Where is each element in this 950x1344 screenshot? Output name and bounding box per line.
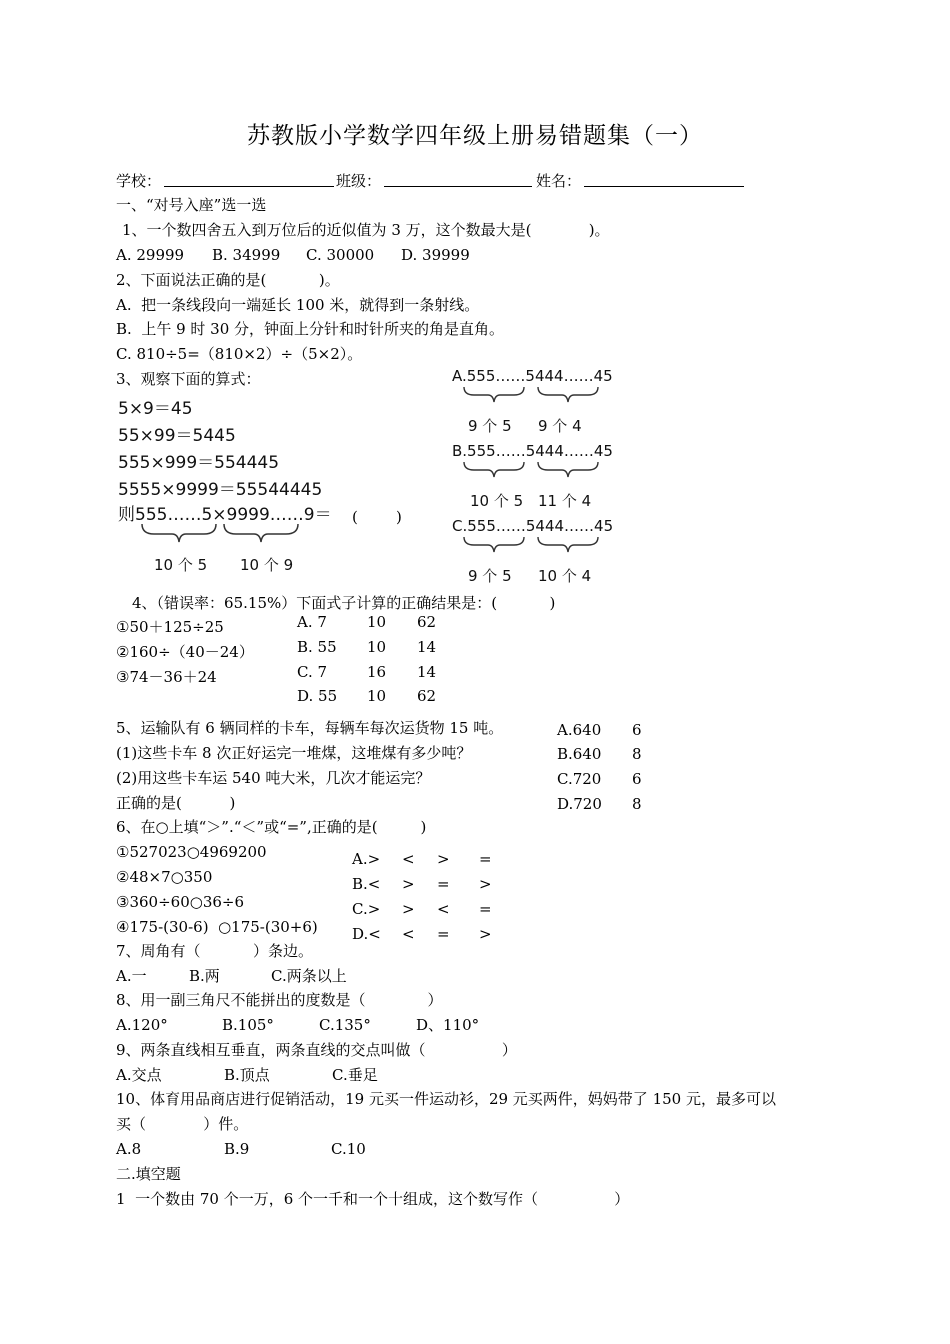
school-label: 学校： <box>116 172 162 190</box>
q7-text: 7、周角有（ ）条边。 <box>116 942 313 960</box>
q9-option-a: A.交点 <box>116 1066 162 1084</box>
q6-item-3: ③360÷60○36÷6 <box>116 893 245 911</box>
q6-opt-a-4: = <box>479 850 492 868</box>
q4-opt-c-3: 14 <box>417 663 437 681</box>
q6-opt-a-1: A.> <box>352 850 381 868</box>
q4-opt-b-3: 14 <box>417 638 437 656</box>
q4-text: 4、（错误率：65.15%）下面式子计算的正确结果是：( ) <box>132 594 556 612</box>
q3-option-b-b2: 11 个 4 <box>538 492 592 510</box>
q7-option-a: A.一 <box>116 967 147 985</box>
brace-a2-icon <box>536 385 602 405</box>
q5-opt-a-1: A.640 <box>557 721 602 739</box>
q10-text-line1: 10、体育用品商店进行促销活动，19 元买一件运动衫，29 元买两件，妈妈带了 150 元，最多可以 <box>116 1090 776 1108</box>
q4-item-2: ②160÷（40－24） <box>116 643 254 661</box>
q5-opt-b-1: B.640 <box>557 745 602 763</box>
q6-opt-a-2: < <box>402 850 415 868</box>
q3-option-a-b1: 9 个 5 <box>468 417 512 435</box>
q3-line-2: 55×99＝5445 <box>118 426 236 446</box>
q4-opt-a-2: 10 <box>367 613 387 631</box>
q6-opt-d-3: = <box>437 925 450 943</box>
q6-opt-d-2: < <box>402 925 415 943</box>
q6-opt-a-3: > <box>437 850 450 868</box>
q1-option-c: C. 30000 <box>306 246 375 264</box>
q10-option-b: B.9 <box>224 1140 250 1158</box>
brace-b1-icon <box>462 460 528 480</box>
q8-option-d: D、110° <box>416 1016 480 1034</box>
q4-item-1: ①50＋125÷25 <box>116 618 224 636</box>
q3-brace-left-1-label: 10 个 5 <box>154 556 208 574</box>
q3-text: 3、观察下面的算式： <box>116 370 261 388</box>
q3-answer-blank[interactable]: ( ) <box>352 508 402 526</box>
q8-text: 8、用一副三角尺不能拼出的度数是（ ） <box>116 991 443 1009</box>
q2-option-b: B. 上午 9 时 30 分，钟面上分针和时针所夹的角是直角。 <box>116 320 505 338</box>
q3-option-b-expr: B.555……5444……45 <box>452 442 613 460</box>
q10-option-a: A.8 <box>116 1140 142 1158</box>
q9-text: 9、两条直线相互垂直，两条直线的交点叫做（ ） <box>116 1041 517 1059</box>
q6-item-4: ④175-(30-6) ○175-(30+6) <box>116 918 318 936</box>
name-label: 姓名： <box>536 172 582 190</box>
q5-sub1: (1)这些卡车 8 次正好运完一堆煤，这堆煤有多少吨？ <box>116 744 472 762</box>
q3-option-c-expr: C.555……5444……45 <box>452 517 614 535</box>
q3-brace-left-2-label: 10 个 9 <box>240 556 294 574</box>
q6-opt-c-4: = <box>479 900 492 918</box>
q6-opt-b-3: = <box>437 875 450 893</box>
q8-option-c: C.135° <box>319 1016 371 1034</box>
section1-heading: 一、“对号入座”选一选 <box>116 196 267 214</box>
q6-opt-c-1: C.> <box>352 900 381 918</box>
name-field[interactable] <box>584 186 744 187</box>
q3-option-a-expr: A.555……5444……45 <box>452 367 613 385</box>
q4-opt-d-2: 10 <box>367 687 387 705</box>
q10-text-line2: 买（ ）件。 <box>116 1115 249 1133</box>
q7-option-c: C.两条以上 <box>271 967 347 985</box>
q1-option-b: B. 34999 <box>212 246 281 264</box>
q4-opt-b-1: B. 55 <box>297 638 337 656</box>
class-field[interactable] <box>384 186 532 187</box>
q5-opt-c-1: C.720 <box>557 770 602 788</box>
q1-option-d: D. 39999 <box>401 246 470 264</box>
q6-opt-c-3: < <box>437 900 450 918</box>
q2-option-c: C. 810÷5=（810×2）÷（5×2）。 <box>116 345 363 363</box>
q6-item-1: ①527023○4969200 <box>116 843 267 861</box>
q9-option-b: B.顶点 <box>224 1066 270 1084</box>
q5-answer: 正确的是( ) <box>116 794 236 812</box>
q3-option-c-b2: 10 个 4 <box>538 567 592 585</box>
q3-option-b-b1: 10 个 5 <box>470 492 524 510</box>
q3-option-a-b2: 9 个 4 <box>538 417 582 435</box>
q4-opt-a-3: 62 <box>417 613 437 631</box>
brace-b2-icon <box>536 460 602 480</box>
q5-text: 5、运输队有 6 辆同样的卡车，每辆车每次运货物 15 吨。 <box>116 719 504 737</box>
q7-option-b: B.两 <box>189 967 220 985</box>
brace-left-1-icon <box>140 522 220 546</box>
q3-ze-expr: 555……5×9999……9＝ <box>135 505 332 525</box>
q4-opt-d-1: D. 55 <box>297 687 338 705</box>
q6-opt-b-4: > <box>479 875 492 893</box>
q4-opt-b-2: 10 <box>367 638 387 656</box>
q6-opt-d-4: > <box>479 925 492 943</box>
q3-line-1: 5×9＝45 <box>118 399 193 419</box>
brace-a1-icon <box>462 385 528 405</box>
q4-opt-c-1: C. 7 <box>297 663 328 681</box>
q5-opt-d-1: D.720 <box>557 795 602 813</box>
q8-option-a: A.120° <box>116 1016 168 1034</box>
section2-q1: 1 一个数由 70 个一万，6 个一千和一个十组成，这个数写作（ ） <box>116 1190 630 1208</box>
q4-opt-c-2: 16 <box>367 663 387 681</box>
brace-c1-icon <box>462 535 528 555</box>
q5-opt-c-2: 6 <box>632 770 642 788</box>
page-title: 苏教版小学数学四年级上册易错题集（一） <box>247 123 703 149</box>
q1-option-a: A. 29999 <box>116 246 185 264</box>
q2-text: 2、下面说法正确的是( )。 <box>116 271 340 289</box>
q4-item-3: ③74－36＋24 <box>116 668 217 686</box>
q5-opt-d-2: 8 <box>632 795 642 813</box>
q10-option-c: C.10 <box>331 1140 366 1158</box>
q6-item-2: ②48×7○350 <box>116 868 213 886</box>
brace-left-2-icon <box>222 522 302 546</box>
q2-option-a: A. 把一条线段向一端延长 100 米，就得到一条射线。 <box>116 296 480 314</box>
q3-line-3: 555×999＝554445 <box>118 453 280 473</box>
brace-c2-icon <box>536 535 602 555</box>
q4-opt-a-1: A. 7 <box>297 613 327 631</box>
q6-opt-b-1: B.< <box>352 875 381 893</box>
q4-opt-d-3: 62 <box>417 687 437 705</box>
q3-line-4: 5555×9999＝55544445 <box>118 480 323 500</box>
q8-option-b: B.105° <box>222 1016 274 1034</box>
q5-sub2: (2)用这些卡车运 540 吨大米，几次才能运完？ <box>116 769 431 787</box>
q6-text: 6、在○上填“＞”.“＜”或“=”,正确的是( ) <box>116 818 427 836</box>
q6-opt-d-1: D.< <box>352 925 381 943</box>
q6-opt-c-2: > <box>402 900 415 918</box>
q9-option-c: C.垂足 <box>332 1066 378 1084</box>
q6-opt-b-2: > <box>402 875 415 893</box>
q3-ze-prefix: 则 <box>118 505 135 525</box>
q5-opt-a-2: 6 <box>632 721 642 739</box>
q3-option-c-b1: 9 个 5 <box>468 567 512 585</box>
q1-text: 1、一个数四舍五入到万位后的近似值为 3 万，这个数最大是( )。 <box>122 221 610 239</box>
class-label: 班级： <box>336 172 382 190</box>
q5-opt-b-2: 8 <box>632 745 642 763</box>
school-field[interactable] <box>164 186 334 187</box>
section2-heading: 二.填空题 <box>116 1165 181 1183</box>
